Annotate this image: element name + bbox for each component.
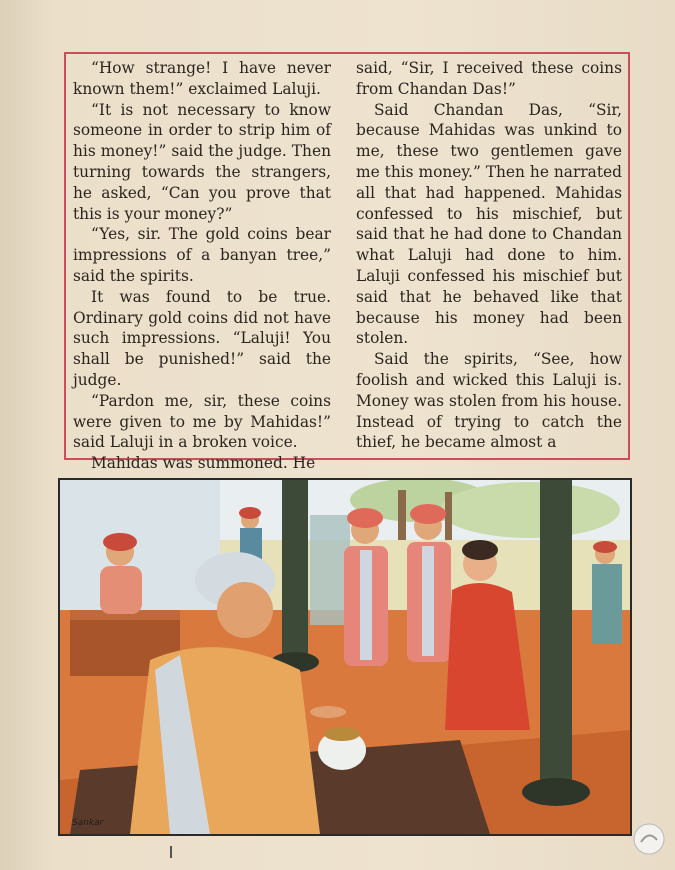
story-paragraph: “Pardon me, sir, these coins were given to me by Mahidas!” said Laluji in a broken voice.: [73, 391, 331, 452]
story-paragraph: It was found to be true. Ordinary gold coins did not have such impressions. “Laluji! You shall be punished!” said the judge.: [73, 287, 331, 389]
story-paragraph: “It is not necessary to know someone in order to strip him of his money!” said the judge. Then turning towards the strangers, he asked, “Can you prove that this is your money?”: [73, 100, 331, 223]
story-paragraph: “How strange! I have never known them!” exclaimed Laluji.: [73, 59, 331, 98]
story-paragraph: “Yes, sir. The gold coins bear impressions of a banyan tree,” said the spirits.: [73, 225, 331, 285]
story-paragraph: Said Chandan Das, “Sir, because Mahidas was unkind to me, these two gentlemen gave me this money.” Then he narrated all that had happened. Mahidas confessed to his mischief, but said that he had done to Chandan what Laluji had done to him. Laluji confessed his mischief but said that he behaved like that because his money had been stolen.: [356, 100, 622, 348]
story-paragraph: said, “Sir, I received these coins from Chandan Das!”: [356, 59, 622, 98]
artist-signature: Sankar: [72, 818, 104, 828]
story-paragraph: Said the spirits, “See, how foolish and wicked this Laluji is. Money was stolen from his house. Instead of trying to catch the thief, he became almost a: [356, 350, 622, 452]
court-scene-illustration: [58, 478, 632, 836]
publisher-logo-icon: [632, 822, 666, 856]
story-paragraph: Mahidas was summoned. He: [91, 454, 316, 473]
story-right-column: [356, 58, 622, 453]
page-mark: [170, 846, 172, 858]
story-left-column: [73, 58, 331, 474]
